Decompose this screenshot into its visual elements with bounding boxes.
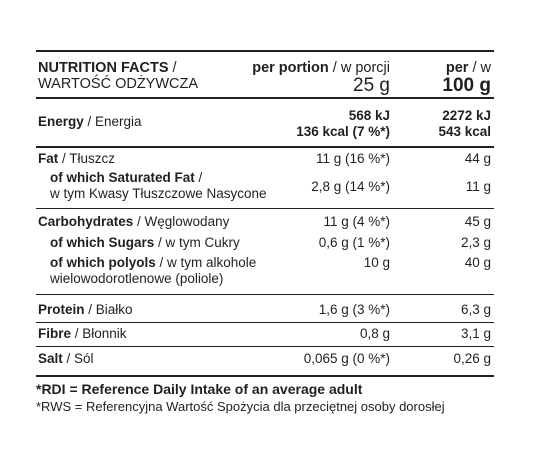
energy-per100-kcal: 543 kcal [438,124,491,139]
fat-label-pl: / Tłuszcz [58,151,116,166]
protein-portion: 1,6 g (3 %*) [318,302,390,317]
carbs-label-en: Carbohydrates [38,214,134,229]
portion-pl: / w porcji [328,60,390,76]
polyols-label-pl: / w tym alkohole [155,255,257,270]
energy-label-pl: / Energia [83,114,142,129]
polyols-label-en: of which polyols [50,255,156,270]
carbs-per100: 45 g [464,214,491,229]
saturated-per100: 11 g [465,179,491,194]
sugars-label-en: of which Sugars [50,235,155,250]
carbs-portion: 11 g (4 %*) [323,214,390,229]
saturated-label-sep: / [194,170,203,185]
fibre-per100: 3,1 g [460,326,491,341]
title-pl: WARTOŚĆ ODŻYWCZA [38,76,199,92]
per100-amount: 100 g [442,75,491,96]
saturated-label-en: of which Saturated Fat [50,170,195,185]
energy-portion-kcal: 136 kcal (7 %*) [296,124,390,139]
divider [36,208,494,209]
energy-portion-kj: 568 kJ [348,108,390,123]
per100-en: per [445,60,469,76]
saturated-label-pl: w tym Kwasy Tłuszczowe Nasycone [50,186,267,201]
nutrition-table [36,50,494,377]
portion-header [252,60,390,96]
divider [36,322,494,323]
salt-portion: 0,065 g (0 %*) [303,351,390,366]
polyols-portion: 10 g [363,255,390,270]
saturated-portion: 2,8 g (14 %*) [311,179,390,194]
per100-pl: / w [468,60,491,76]
footnote-rdi: *RDI = Reference Daily Intake of an average adult [36,381,363,397]
fat-per100: 44 g [464,151,491,166]
title-sep: / [168,60,177,76]
divider [36,146,494,148]
table-title [38,60,198,92]
salt-label-pl: / Sól [62,351,94,366]
fat-label-en: Fat [38,151,59,166]
divider [36,294,494,295]
fibre-label-pl: / Błonnik [71,326,127,341]
divider [36,346,494,347]
sugars-portion: 0,6 g (1 %*) [318,235,390,250]
energy-per100-kj: 2272 kJ [442,108,491,123]
salt-label-en: Salt [38,351,63,366]
portion-en: per portion [252,60,329,76]
polyols-per100: 40 g [464,255,491,270]
carbs-label-pl: / Węglowodany [133,214,230,229]
fat-portion: 11 g (16 %*) [315,151,390,166]
portion-amount: 25 g [353,75,390,96]
fibre-label-en: Fibre [38,326,72,341]
protein-label-pl: / Białko [84,302,133,317]
protein-per100: 6,3 g [460,302,491,317]
footnote-rws: *RWS = Referencyjna Wartość Spożycia dla przeciętnej osoby dorosłej [36,399,445,414]
protein-label-en: Protein [38,302,85,317]
energy-label-en: Energy [38,114,84,129]
sugars-label-pl: / w tym Cukry [154,235,240,250]
sugars-per100: 2,3 g [460,235,491,250]
polyols-label-pl2: wielowodorotlenowe (poliole) [50,271,224,286]
per100-header [442,60,491,96]
title-en: NUTRITION FACTS [38,60,169,76]
fibre-portion: 0,8 g [359,326,390,341]
divider [36,97,494,99]
salt-per100: 0,26 g [453,351,491,366]
